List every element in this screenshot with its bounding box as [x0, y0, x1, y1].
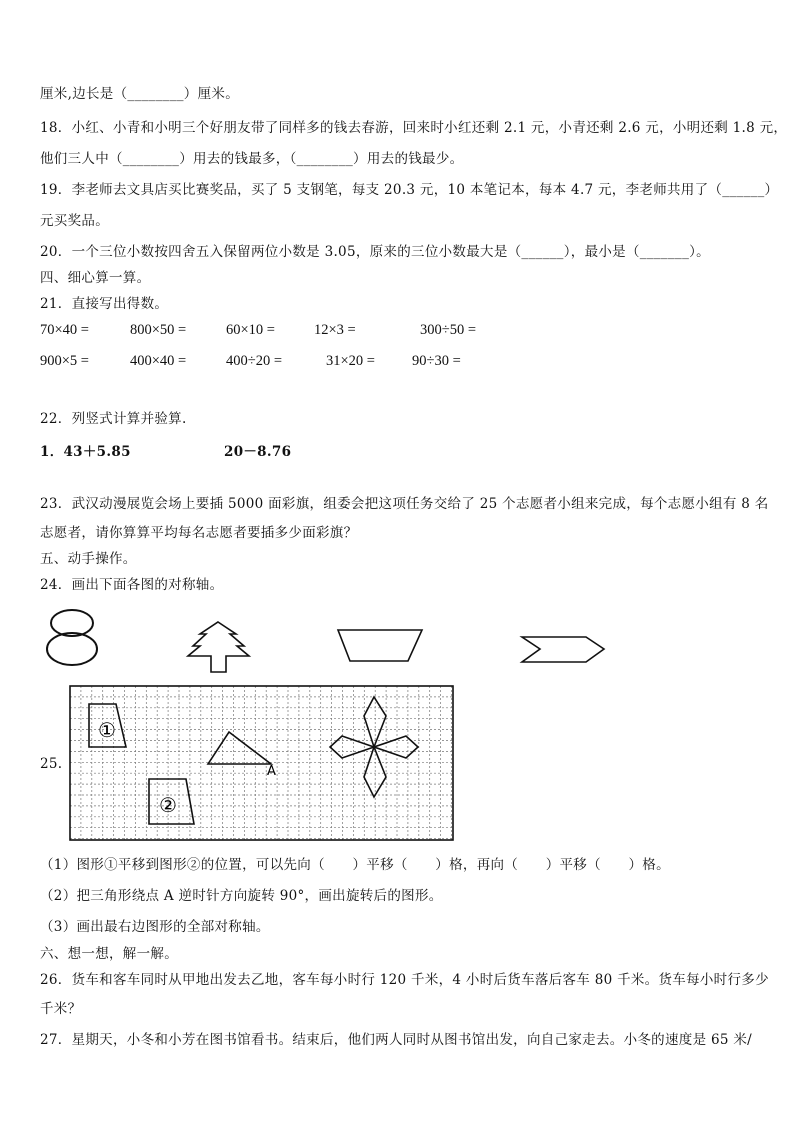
q26-line2: 千米？	[40, 1001, 82, 1017]
calc-1-3: 60×10 =	[226, 322, 275, 338]
q19-line1: 19．李老师去文具店买比赛奖品，买了 5 支钢笔，每支 20.3 元，10 本笔记本，每本 4.7 元，李老师共用了（______）	[40, 182, 779, 198]
section-4-heading: 四、细心算一算。	[40, 270, 151, 286]
q24: 24．画出下面各图的对称轴。	[40, 577, 224, 593]
section-5-heading: 五、动手操作。	[40, 551, 137, 567]
q20: 20．一个三位小数按四舍五入保留两位小数是 3.05，原来的三位小数最大是（______），最小是（_______）。	[40, 244, 710, 260]
triangle	[208, 732, 271, 764]
calc-1-2: 800×50 =	[130, 322, 187, 338]
q19-line2: 元买奖品。	[40, 213, 109, 229]
grid-drawing	[68, 684, 458, 844]
q22-item2: 20－8.76	[224, 444, 292, 460]
calc-2-4: 31×20 =	[326, 353, 375, 369]
q25-label: 25.	[40, 756, 63, 772]
q17-tail: 厘米,边长是（________）厘米。	[40, 86, 239, 102]
shape-figure-eight	[44, 608, 104, 668]
shape-tree	[184, 620, 254, 676]
flower-shape	[330, 697, 418, 797]
q21: 21．直接写出得数。	[40, 296, 169, 312]
q27-line1: 27．星期天，小冬和小芳在图书馆看书。结束后，他们两人同时从图书馆出发，向自己家走去。小冬的速度是 65 米/	[40, 1032, 752, 1048]
q22-item1: 1．43＋5.85	[40, 444, 131, 460]
grid-lines	[70, 686, 453, 840]
figure-1-label: ①	[98, 718, 116, 742]
q18-line2: 他们三人中（________）用去的钱最多，（________）用去的钱最少。	[40, 151, 464, 167]
point-a-label: A	[267, 764, 276, 779]
calc-1-4: 12×3 =	[314, 322, 356, 338]
q26-line1: 26．货车和客车同时从甲地出发去乙地，客车每小时行 120 千米，4 小时后货车落后客车 80 千米。货车每小时行多少	[40, 972, 769, 988]
q23-line1: 23．武汉动漫展览会场上要插 5000 面彩旗，组委会把这项任务交给了 25 个志愿者小组来完成，每个志愿小组有 8 名	[40, 496, 769, 512]
section-6-heading: 六、想一想，解一解。	[40, 946, 178, 962]
calc-1-5: 300÷50 =	[420, 322, 477, 338]
calc-2-5: 90÷30 =	[412, 353, 461, 369]
q22: 22．列竖式计算并验算.	[40, 411, 187, 427]
calc-1-1: 70×40 =	[40, 322, 89, 338]
calc-2-3: 400÷20 =	[226, 353, 283, 369]
q23-line2: 志愿者，请你算算平均每名志愿者要插多少面彩旗？	[40, 525, 358, 541]
q25-part2: （2）把三角形绕点 A 逆时针方向旋转 90°，画出旋转后的图形。	[40, 888, 443, 904]
q25-part1: （1）图形①平移到图形②的位置，可以先向（ ）平移（ ）格，再向（ ）平移（ ）格。	[40, 857, 670, 873]
q25-part3: （3）画出最右边图形的全部对称轴。	[40, 919, 270, 935]
shape-arrow-chevron	[518, 634, 608, 668]
calc-2-1: 900×5 =	[40, 353, 89, 369]
figure-2-label: ②	[159, 793, 177, 817]
q18-line1: 18．小红、小青和小明三个好朋友带了同样多的钱去春游，回来时小红还剩 2.1 元，小青还剩 2.6 元，小明还剩 1.8 元，	[40, 120, 788, 136]
shape-trapezoid	[336, 628, 426, 668]
calc-2-2: 400×40 =	[130, 353, 187, 369]
